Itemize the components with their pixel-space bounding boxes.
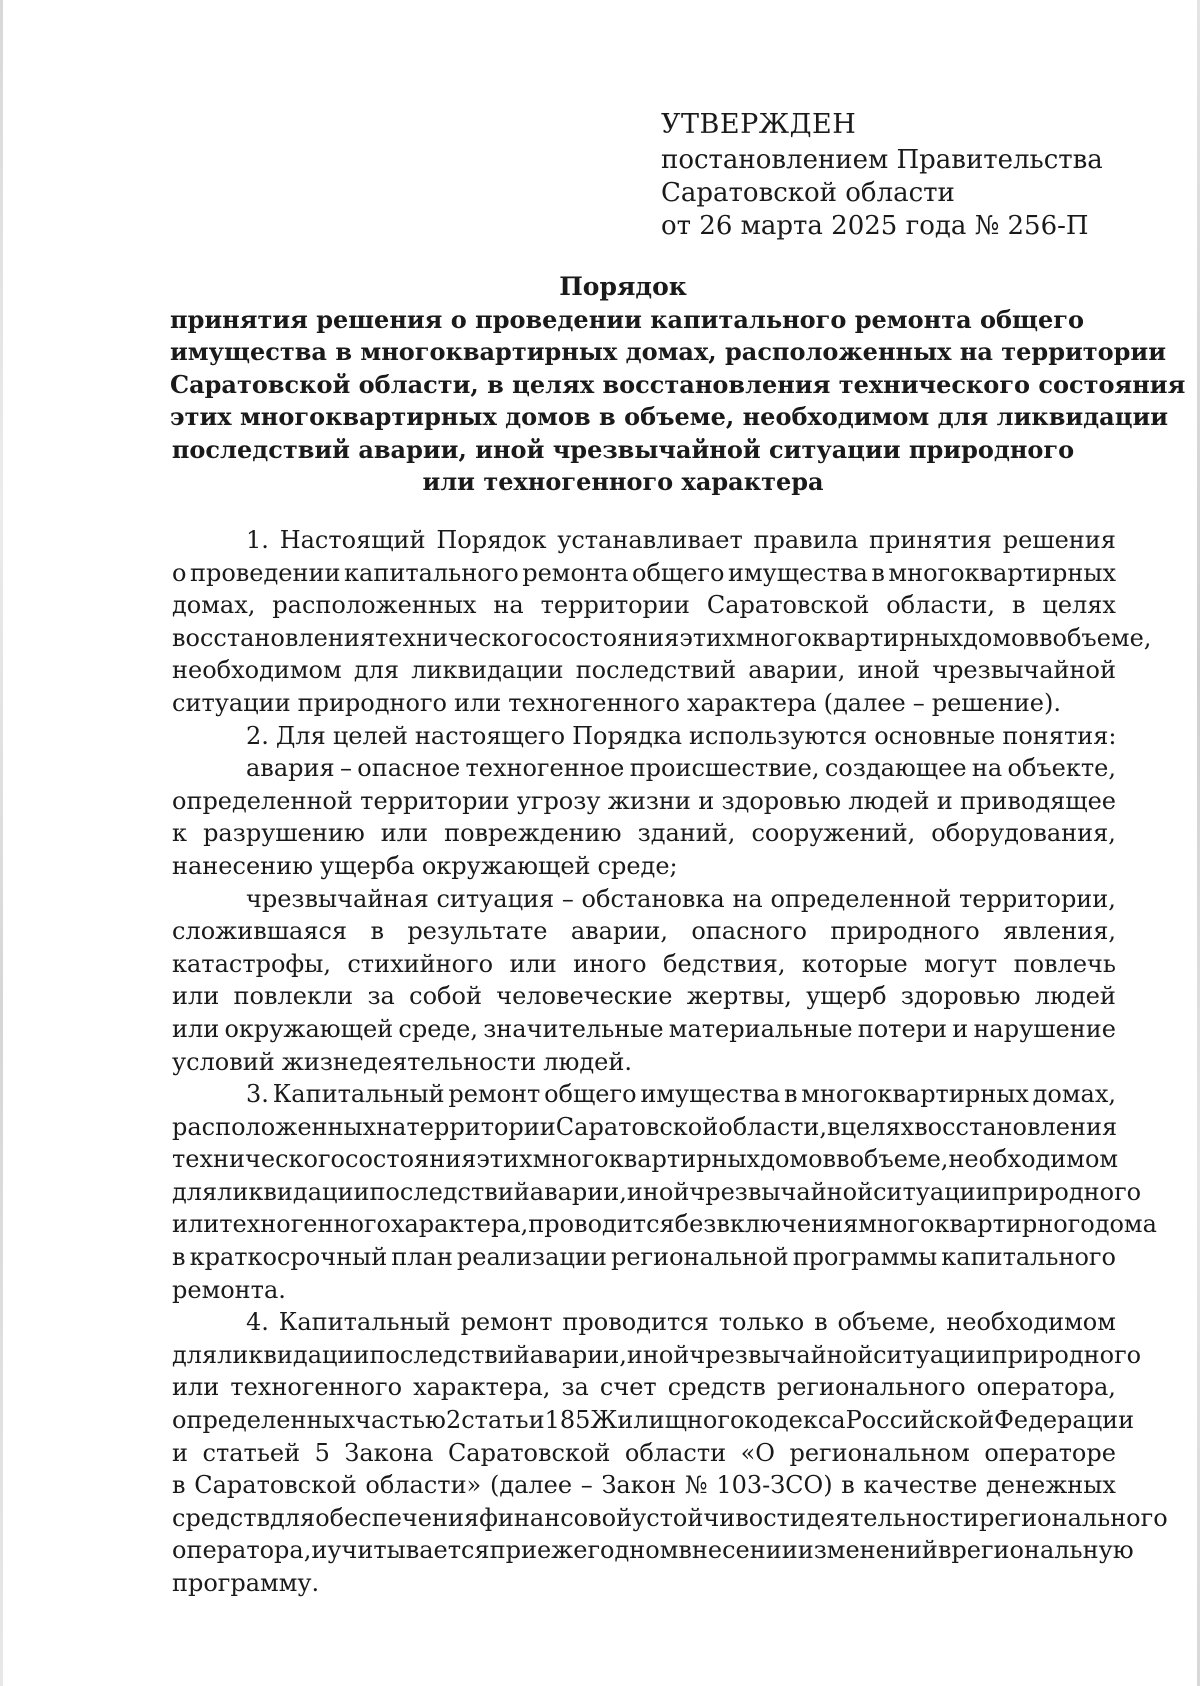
body-word: дома xyxy=(1094,1210,1157,1239)
approval-line: от 26 марта 2025 года № 256-П xyxy=(661,211,1089,241)
body-word: частью xyxy=(355,1406,446,1435)
title-line: Саратовской области, в целях восстановления технического состояния xyxy=(170,369,1186,399)
body-word: этих xyxy=(476,1145,533,1174)
body-word: или xyxy=(454,688,502,717)
body-word: которые xyxy=(801,949,908,978)
body-word: ликвидации xyxy=(217,1177,370,1206)
body-line xyxy=(172,524,1116,557)
body-line xyxy=(172,557,1116,590)
body-word: целей xyxy=(332,721,408,750)
body-word: ремонта. xyxy=(172,1275,286,1304)
body-word: – xyxy=(339,754,352,783)
body-word: Настоящий xyxy=(279,526,426,554)
body-word: на xyxy=(376,1112,407,1141)
body-word: в xyxy=(370,917,384,946)
body-word: принятия xyxy=(869,526,992,554)
body-word: людей xyxy=(1034,982,1116,1011)
body-line xyxy=(172,915,1116,948)
body-line xyxy=(172,1404,1135,1437)
body-line xyxy=(172,980,1116,1013)
body-word: 5 xyxy=(314,1438,330,1467)
body-word: восстановления xyxy=(914,1112,1118,1141)
body-word: аварии, xyxy=(529,1340,627,1369)
body-line xyxy=(172,589,1116,622)
body-word: аварии, xyxy=(529,1177,627,1206)
body-word: обеспечения xyxy=(315,1503,480,1532)
body-word: многоквартирных xyxy=(801,1080,1029,1109)
body-word: домов xyxy=(963,623,1040,652)
body-word: 4. xyxy=(246,1308,269,1337)
body-word: при xyxy=(489,1536,537,1565)
body-word: внесении xyxy=(678,1536,798,1565)
body-word: Порядка xyxy=(572,721,683,750)
body-line xyxy=(172,1534,1134,1567)
body-word: (далее xyxy=(823,688,906,717)
body-word: устойчивости xyxy=(632,1503,806,1532)
body-word: области, xyxy=(718,1112,828,1141)
body-line xyxy=(172,1111,1116,1144)
body-word: общего xyxy=(632,558,725,587)
body-word: иной xyxy=(626,1177,690,1206)
body-word: техногенного xyxy=(219,1210,391,1239)
body-word: на xyxy=(971,754,1003,783)
body-word: жизни xyxy=(607,786,691,815)
body-word: необходимом xyxy=(948,1145,1119,1174)
body-word: расположенных xyxy=(172,1112,377,1141)
body-word: основные xyxy=(874,721,996,750)
body-word: в xyxy=(871,558,885,587)
approval-line: Саратовской области xyxy=(661,178,955,208)
body-word: и xyxy=(936,786,953,815)
body-word: области, xyxy=(886,591,996,620)
body-word: необходимом xyxy=(172,656,342,685)
body-word: расположенных xyxy=(272,591,477,620)
body-word: области xyxy=(624,1438,727,1467)
body-word: в xyxy=(841,1471,855,1500)
body-word: финансовой xyxy=(479,1503,633,1532)
body-word: сложившаяся xyxy=(172,917,348,946)
body-word: Саратовской xyxy=(706,591,870,620)
body-line xyxy=(172,622,1152,655)
body-word: техногенного xyxy=(230,1373,403,1402)
body-word: – xyxy=(580,1471,593,1500)
body-word: региональной xyxy=(610,1243,789,1272)
body-word: 3. xyxy=(246,1080,269,1109)
body-word: состояния xyxy=(345,1145,477,1174)
approval-stamp-block xyxy=(661,108,1161,243)
body-word: среде, xyxy=(398,1014,479,1043)
body-word: в xyxy=(172,1471,186,1500)
body-word: угрозу xyxy=(516,786,601,815)
body-word: домов xyxy=(760,1145,837,1174)
body-word: в xyxy=(1011,591,1026,620)
body-word: к xyxy=(172,819,187,848)
body-word: значительные xyxy=(483,1014,664,1043)
body-word: территории xyxy=(540,591,690,620)
body-word: техногенное xyxy=(465,754,625,783)
body-word: денежных xyxy=(986,1471,1116,1500)
body-word: статьей xyxy=(202,1438,301,1467)
body-word: катастрофы, xyxy=(172,949,331,978)
body-word: природного xyxy=(297,688,447,717)
body-line xyxy=(172,720,1116,753)
body-word: ликвидации xyxy=(217,1340,370,1369)
body-word: целях xyxy=(840,1112,915,1141)
body-word: 2. xyxy=(246,721,269,750)
body-word: 1. xyxy=(246,526,269,554)
body-word: техногенного xyxy=(508,688,680,717)
body-word: восстановления xyxy=(172,623,375,652)
body-word: для xyxy=(353,656,400,685)
body-word: происшествие, xyxy=(629,754,820,783)
body-word: объеме, xyxy=(837,1308,937,1337)
body-word: и xyxy=(172,1438,188,1467)
body-word: сооружений, xyxy=(751,819,916,848)
body-word: технического xyxy=(374,623,548,652)
body-word: аварии, xyxy=(748,656,846,685)
body-word: используются xyxy=(689,721,868,750)
body-word: могут xyxy=(924,949,998,978)
body-line xyxy=(172,1274,1116,1307)
body-word: Российской xyxy=(845,1406,994,1435)
body-word: человеческие xyxy=(496,982,673,1011)
body-word: чрезвычайной xyxy=(689,1177,874,1206)
body-word: региональную xyxy=(951,1536,1134,1565)
body-word: повлечь xyxy=(1013,949,1116,978)
body-word: для xyxy=(270,1503,316,1532)
body-line xyxy=(172,1502,1168,1535)
body-word: характера xyxy=(686,688,817,717)
body-word: людей. xyxy=(543,1047,632,1076)
body-word: ситуации xyxy=(873,1177,992,1206)
title-line: принятия решения о проведении капитального ремонта общего xyxy=(170,304,1084,334)
body-word: людей xyxy=(848,786,930,815)
body-word: капитального xyxy=(941,1243,1116,1272)
body-word: определенной xyxy=(770,884,952,913)
body-word: разрушению xyxy=(203,819,365,848)
body-word: природного xyxy=(991,1177,1142,1206)
body-word: Порядок xyxy=(436,526,547,554)
body-word: домах, xyxy=(172,591,256,620)
body-word: Саратовской xyxy=(555,1112,719,1141)
body-line xyxy=(172,1143,1119,1176)
body-word: приводящее xyxy=(960,786,1116,815)
body-word: оборудования, xyxy=(931,819,1116,848)
body-word: ситуация xyxy=(436,884,555,913)
body-word: (далее xyxy=(489,1471,573,1500)
body-line xyxy=(172,752,1116,785)
body-word: условий xyxy=(172,1047,275,1076)
body-word: ситуации xyxy=(172,688,291,717)
body-word: ремонт xyxy=(460,1308,553,1337)
body-word: жертвы, xyxy=(686,982,792,1011)
body-word: здоровью xyxy=(900,982,1021,1011)
body-line xyxy=(172,1567,1116,1600)
body-word: многоквартирного xyxy=(858,1210,1095,1239)
body-word: обстановка xyxy=(581,884,725,913)
body-word: территории, xyxy=(959,884,1116,913)
body-word: для xyxy=(172,1177,218,1206)
body-word: проводится xyxy=(528,1210,675,1239)
body-word: кодекса xyxy=(744,1406,846,1435)
body-word: состояния xyxy=(547,623,680,652)
body-word: Для xyxy=(275,721,326,750)
body-word: чрезвычайной xyxy=(689,1340,874,1369)
body-line xyxy=(172,1306,1116,1339)
body-word: программы xyxy=(792,1243,938,1272)
body-line xyxy=(172,1078,1116,1111)
body-word: имущества xyxy=(640,1080,781,1109)
body-word: территории xyxy=(406,1112,556,1141)
body-word: характера, xyxy=(390,1210,529,1239)
body-word: технического xyxy=(172,1145,345,1174)
body-word: решение). xyxy=(931,688,1062,717)
body-word: или xyxy=(172,1210,220,1239)
body-word: 103-ЗСО) xyxy=(716,1471,833,1500)
body-word: объекте, xyxy=(1007,754,1116,783)
body-word: авария xyxy=(246,754,335,783)
body-word: ликвидации xyxy=(411,656,564,685)
body-word: жизнедеятельности xyxy=(281,1047,537,1076)
body-word: материальные xyxy=(668,1014,853,1043)
body-word: определенных xyxy=(172,1406,356,1435)
body-word: средств xyxy=(172,1503,271,1532)
body-word: понятия: xyxy=(1002,721,1117,750)
body-word: краткосрочный xyxy=(189,1243,388,1272)
title-main: Порядок xyxy=(559,272,687,301)
body-word: за xyxy=(561,1373,589,1402)
body-line xyxy=(172,1371,1116,1404)
body-word: опасное xyxy=(357,754,461,783)
body-word: включения xyxy=(716,1210,859,1239)
body-word: ущерба xyxy=(320,851,415,880)
body-word: настоящего xyxy=(414,721,566,750)
body-word: повлекли xyxy=(233,982,354,1011)
body-word: определенной xyxy=(172,786,353,815)
body-word: характера, xyxy=(413,1373,551,1402)
body-word: Капитальный xyxy=(272,1080,445,1109)
body-word: счет xyxy=(599,1373,657,1402)
title-line: этих многоквартирных домов в объеме, необходимом для ликвидации xyxy=(170,402,1169,431)
body-word: 2 xyxy=(445,1406,462,1435)
body-word: окружающей xyxy=(421,851,591,880)
body-word: в xyxy=(172,1243,186,1272)
document-title xyxy=(170,271,1186,499)
body-word: многоквартирных xyxy=(532,1145,761,1174)
body-word: опасного xyxy=(691,917,807,946)
body-word: средств xyxy=(667,1373,766,1402)
body-word: последствий xyxy=(369,1177,530,1206)
body-word: аварии, xyxy=(570,917,668,946)
body-word: в xyxy=(836,1145,850,1174)
body-word: явления, xyxy=(1003,917,1116,946)
body-word: или xyxy=(380,819,429,848)
body-word: оператора, xyxy=(976,1373,1116,1402)
body-line xyxy=(172,1046,1116,1079)
body-line xyxy=(172,687,1116,720)
body-word: статьи xyxy=(461,1406,545,1435)
body-word: проводится xyxy=(562,1308,709,1337)
body-word: необходимом xyxy=(946,1308,1116,1337)
body-word: повреждению xyxy=(444,819,622,848)
body-word: 185 xyxy=(544,1406,591,1435)
body-line xyxy=(172,785,1116,818)
body-word: зданий, xyxy=(637,819,736,848)
body-line xyxy=(172,948,1116,981)
body-line xyxy=(172,1469,1116,1502)
body-word: здоровью xyxy=(721,786,842,815)
body-word: области» xyxy=(365,1471,482,1500)
body-word: ущерб xyxy=(806,982,887,1011)
body-word: многоквартирных xyxy=(735,623,964,652)
body-word: реализации xyxy=(456,1243,607,1272)
body-word: за xyxy=(367,982,395,1011)
body-word: ситуации xyxy=(873,1340,992,1369)
body-word: или xyxy=(509,949,557,978)
body-word: или xyxy=(172,1014,220,1043)
approval-heading: УТВЕРЖДЕН xyxy=(661,109,857,140)
title-line: или техногенного характера xyxy=(422,467,824,496)
body-word: изменений xyxy=(797,1536,938,1565)
body-word: в xyxy=(827,1112,841,1141)
scan-edge-left xyxy=(0,0,3,1686)
body-word: последствий xyxy=(575,656,737,685)
body-word: результате xyxy=(407,917,548,946)
body-word: Саратовской xyxy=(194,1471,357,1500)
body-word: регионального xyxy=(978,1503,1168,1532)
body-word: «О xyxy=(740,1438,775,1467)
body-line xyxy=(172,1241,1116,1274)
body-word: чрезвычайная xyxy=(246,884,429,913)
body-word: – xyxy=(561,884,574,913)
body-word: иной xyxy=(626,1340,690,1369)
body-word: собой xyxy=(409,982,482,1011)
body-word: Закон xyxy=(601,1471,677,1500)
body-word: нанесению xyxy=(172,851,314,880)
body-word: общего xyxy=(544,1080,637,1109)
body-word: Закона xyxy=(344,1438,434,1467)
body-word: объеме, xyxy=(849,1145,949,1174)
body-word: региональном xyxy=(789,1438,970,1467)
body-word: в xyxy=(937,1536,952,1565)
body-line xyxy=(172,1437,1116,1470)
body-word: домах, xyxy=(1032,1080,1116,1109)
approval-line: постановлением Правительства xyxy=(661,145,1103,175)
body-word: на xyxy=(493,591,524,620)
body-word: ежегодном xyxy=(536,1536,679,1565)
body-word: ремонта xyxy=(522,558,629,587)
body-word: целях xyxy=(1042,591,1116,620)
body-word: деятельности xyxy=(805,1503,979,1532)
body-word: объеме, xyxy=(1052,623,1152,652)
body-line xyxy=(172,883,1116,916)
body-word: многоквартирных xyxy=(888,558,1116,587)
body-word: № xyxy=(684,1471,708,1500)
body-word: Капитальный xyxy=(278,1308,451,1337)
body-word: Федерации xyxy=(993,1406,1135,1435)
body-word: и xyxy=(311,1536,328,1565)
body-word: о xyxy=(172,558,187,587)
body-word: в xyxy=(814,1308,828,1337)
title-line: имущества в многоквартирных домах, расположенных на территории xyxy=(170,337,1167,366)
body-line xyxy=(172,654,1116,687)
body-word: и xyxy=(698,786,715,815)
body-word: устанавливает xyxy=(557,526,743,554)
body-word: потери xyxy=(857,1014,948,1043)
body-word: оператора, xyxy=(172,1536,312,1565)
body-word: для xyxy=(172,1340,218,1369)
body-word: этих xyxy=(679,623,736,652)
body-word: учитывается xyxy=(327,1536,490,1565)
body-word: капитального xyxy=(344,558,519,587)
body-word: или xyxy=(172,982,220,1011)
body-word: проведении xyxy=(189,558,341,587)
body-word: чрезвычайной xyxy=(932,656,1116,685)
body-word: регионального xyxy=(776,1373,966,1402)
body-word: качестве xyxy=(863,1471,978,1500)
body-word: только xyxy=(718,1308,805,1337)
body-word: решения xyxy=(1002,526,1116,554)
body-word: природного xyxy=(830,917,980,946)
body-word: природного xyxy=(991,1340,1142,1369)
body-word: нарушение xyxy=(973,1014,1116,1043)
body-word: стихийного xyxy=(347,949,494,978)
body-word: и xyxy=(952,1014,969,1043)
body-word: имущества xyxy=(727,558,868,587)
body-word: программу. xyxy=(172,1569,320,1597)
body-word: территории xyxy=(360,786,510,815)
body-word: последствий xyxy=(369,1340,530,1369)
body-word: без xyxy=(674,1210,717,1239)
body-word: в xyxy=(1039,623,1053,652)
body-word: план xyxy=(391,1243,453,1272)
body-word: операторе xyxy=(984,1438,1116,1467)
body-word: бедствия, xyxy=(663,949,786,978)
body-line xyxy=(172,1208,1157,1241)
body-word: Жилищного xyxy=(590,1406,745,1435)
body-line xyxy=(172,817,1116,850)
body-line xyxy=(172,1176,1142,1209)
body-word: создающее xyxy=(824,754,967,783)
body-word: ремонт xyxy=(448,1080,541,1109)
body-word: правила xyxy=(753,526,859,554)
body-word: иной xyxy=(857,656,920,685)
body-line xyxy=(172,850,1116,883)
body-word: в xyxy=(783,1080,798,1109)
body-word: или xyxy=(172,1373,220,1402)
body-line xyxy=(172,1339,1142,1372)
body-line xyxy=(172,1013,1116,1046)
body-word: на xyxy=(732,884,763,913)
body-word: среде; xyxy=(597,851,678,880)
body-word: иного xyxy=(573,949,647,978)
body-word: Саратовской xyxy=(447,1438,611,1467)
title-line: последствий аварии, иной чрезвычайной ситуации природного xyxy=(171,434,1075,464)
document-body xyxy=(172,524,1168,1600)
body-word: – xyxy=(912,688,925,717)
body-word: окружающей xyxy=(224,1014,394,1043)
